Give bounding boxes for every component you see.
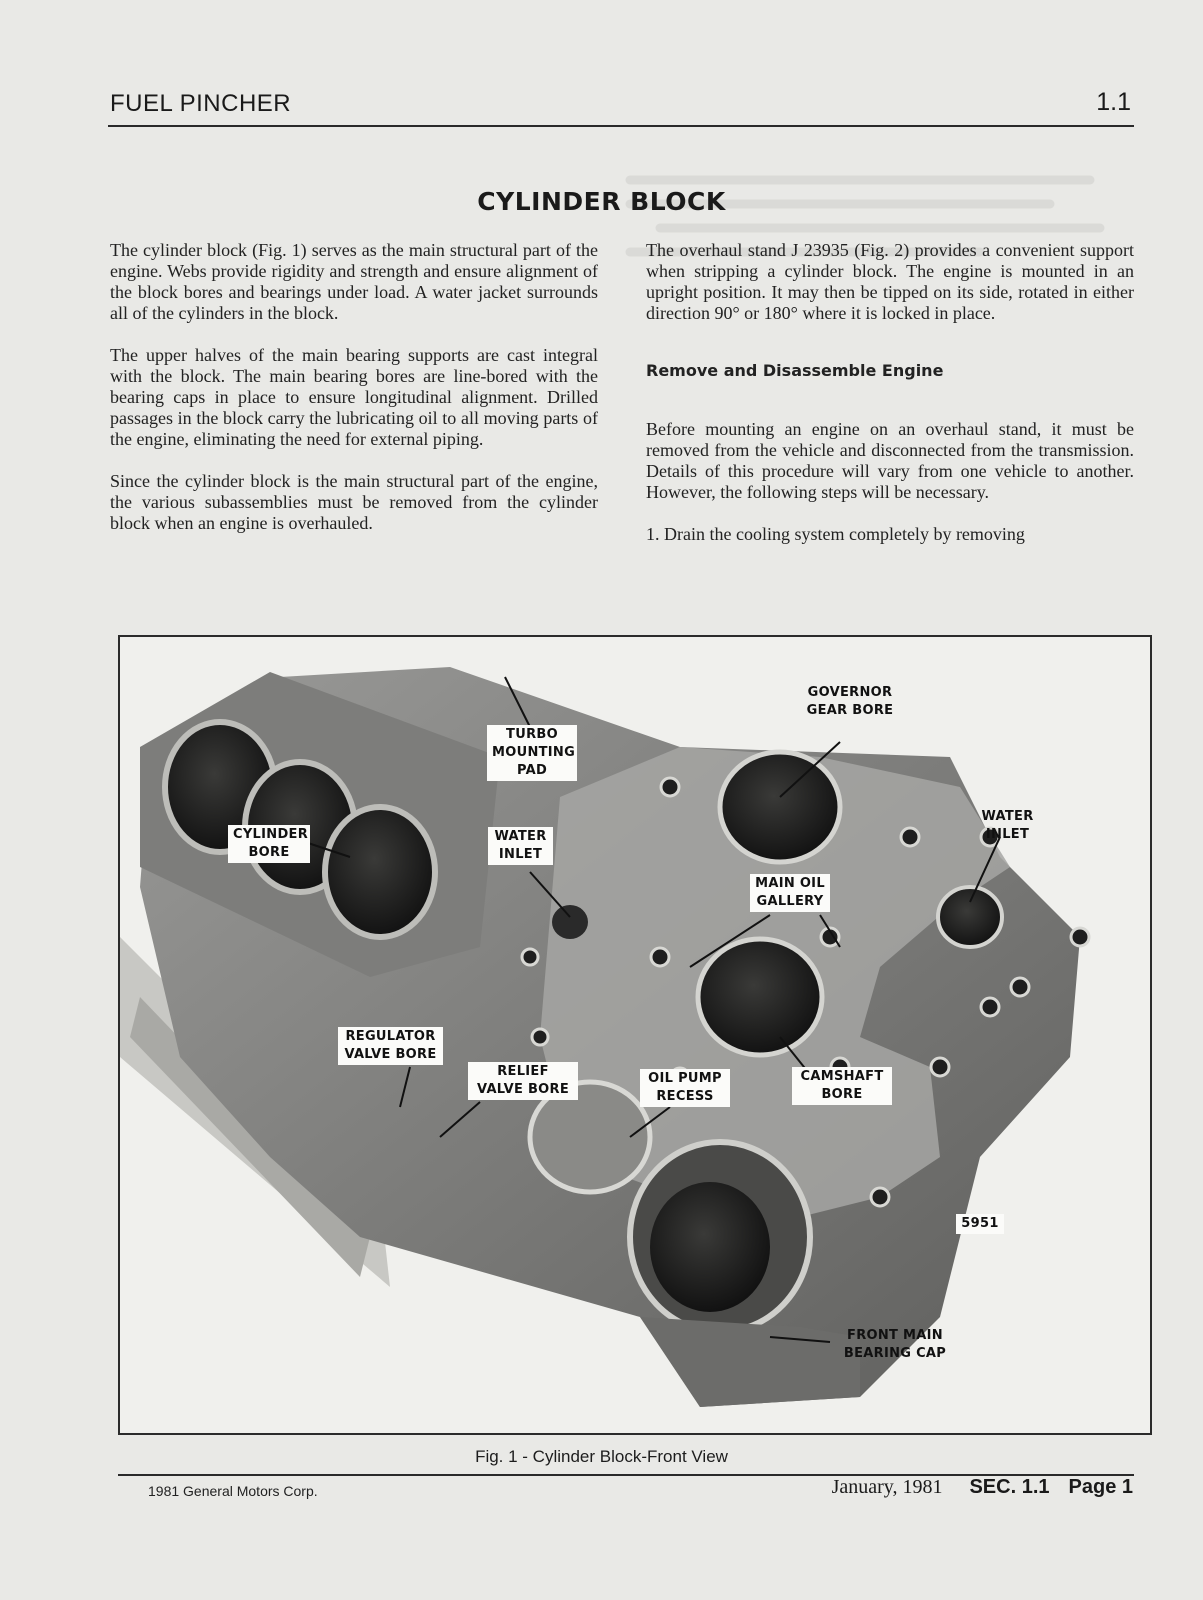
left-column xyxy=(110,240,598,555)
paragraph: The upper halves of the main bearing supports are cast integral with the block. The main bearing bores are line-bored with the bearing caps in place to ensure longitudinal alignment. Drilled passages in the block carry the lubricating oil to all moving parts of the engine, eliminating the need for external piping. xyxy=(110,345,598,449)
footer-copyright: 1981 General Motors Corp. xyxy=(148,1483,318,1499)
engine-block-illustration xyxy=(120,637,1150,1433)
callout-water-inlet-right: WATER INLET xyxy=(981,809,1034,842)
callout-regulator-valve-bore: REGULATOR VALVE BORE xyxy=(338,1027,443,1065)
paragraph: Before mounting an engine on an overhaul stand, it must be removed from the vehicle and disconnected from the transmission. Details of this procedure will vary from one vehicle to another. However, the following steps will be necessary. xyxy=(646,419,1134,502)
paragraph: The overhaul stand J 23935 (Fig. 2) provides a convenient support when stripping a cylinder block. The engine is mounted in an upright position. It may then be tipped on its side, rotated in either direction 90° or 180° where it is locked in place. xyxy=(646,240,1134,323)
figure-cylinder-block xyxy=(118,635,1152,1435)
footer-section: SEC. 1.1 xyxy=(969,1476,1050,1498)
paragraph: The cylinder block (Fig. 1) serves as the main structural part of the engine. Webs provide rigidity and strength and ensure alignment of the block bores and bearings under load. A water jacket surrounds all of the cylinders in the block. xyxy=(110,240,598,323)
callout-water-inlet-left: WATER INLET xyxy=(488,827,553,865)
footer-info xyxy=(832,1476,1133,1499)
section-subheading: Remove and Disassemble Engine xyxy=(646,361,944,380)
page-title: CYLINDER BLOCK xyxy=(477,187,726,216)
header-rule xyxy=(108,125,1134,127)
figure-number: 5951 xyxy=(956,1214,1004,1234)
callout-cylinder-bore: CYLINDER BORE xyxy=(228,825,310,863)
step-item: 1. Drain the cooling system completely by removing xyxy=(646,524,1025,544)
callout-relief-valve-bore: RELIEF VALVE BORE xyxy=(468,1062,578,1100)
callout-main-oil-gallery: MAIN OIL GALLERY xyxy=(750,874,830,912)
footer-date: January, 1981 xyxy=(831,1476,943,1498)
right-column xyxy=(646,240,1134,566)
callout-turbo-mounting-pad: TURBO MOUNTING PAD xyxy=(487,725,577,781)
callout-oil-pump-recess: OIL PUMP RECESS xyxy=(640,1069,730,1107)
callout-camshaft-bore: CAMSHAFT BORE xyxy=(792,1067,892,1105)
header-title: FUEL PINCHER xyxy=(110,90,292,117)
footer-page: Page 1 xyxy=(1068,1476,1133,1498)
figure-caption: Fig. 1 - Cylinder Block-Front View xyxy=(475,1447,728,1466)
paragraph: Since the cylinder block is the main structural part of the engine, the various subassemblies must be removed from the cylinder block when an engine is overhauled. xyxy=(110,471,598,533)
callout-governor-gear-bore: GOVERNOR GEAR BORE xyxy=(806,685,894,718)
header-section-number: 1.1 xyxy=(1096,88,1131,116)
callout-front-main-bearing-cap: FRONT MAIN BEARING CAP xyxy=(843,1328,947,1361)
